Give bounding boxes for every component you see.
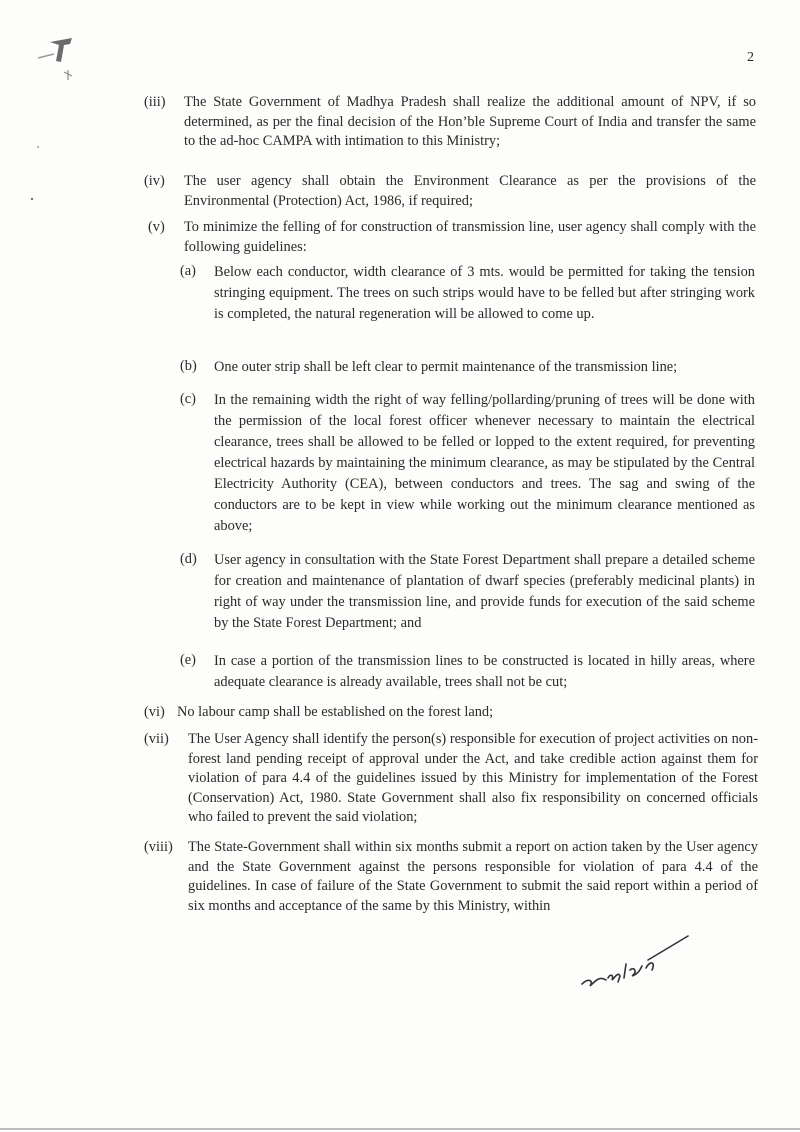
- subclause-letter: (e): [180, 652, 196, 668]
- subclause-letter: (d): [180, 551, 197, 567]
- subclause-text: In the remaining width the right of way felling/pollarding/pruning of trees will be done with the permission of the local forest officer whenever necessary to maintain the electrical clearance, trees shall be allowed to be felled or lopped to the extent required, for preventing electrical hazards by maintaining the minimum clearance, as may be stipulated by the Central Electricity Authority (CEA), between conductors and trees. The sag and swing of the conductors are to be kept in view while working out the minimum clearance mentioned as above;: [214, 392, 755, 534]
- scan-artifact-icon: [28, 28, 88, 88]
- clause-v: [144, 218, 756, 257]
- clause-viii: [144, 838, 758, 916]
- page-bottom-edge: [0, 1128, 800, 1130]
- subclause-letter: (c): [180, 391, 196, 407]
- subclause-text: One outer strip shall be left clear to permit maintenance of the transmission line;: [214, 359, 678, 375]
- clause-number: (iv): [144, 173, 165, 189]
- clause-vii: [144, 730, 758, 828]
- scan-dot-icon: [28, 195, 36, 203]
- subclause-b: [180, 357, 755, 378]
- handwritten-signature: [578, 930, 698, 990]
- subclause-d: [180, 550, 755, 634]
- clause-number: (v): [148, 219, 165, 235]
- page-number: 2: [747, 50, 754, 65]
- clause-text: The User Agency shall identify the person(s) responsible for execution of project activities on non-forest land pending receipt of approval under the Act, and take credible action against them for violation of para 4.4 of the guidelines issued by this Ministry for implementation of the Forest (Conservation) Act, 1980. State Government shall also fix responsibility on concerned officials who failed to prevent the said violation;: [188, 731, 758, 825]
- subclause-letter: (a): [180, 263, 196, 279]
- subclause-e: [180, 651, 755, 693]
- clause-number: (viii): [144, 839, 173, 855]
- clause-text: To minimize the felling of for construction of transmission line, user agency shall comply with the following guidelines:: [184, 219, 756, 255]
- subclause-a: [180, 262, 755, 325]
- subclause-text: In case a portion of the transmission lines to be constructed is located in hilly areas, where adequate clearance is already available, trees shall not be cut;: [214, 653, 755, 690]
- subclause-text: Below each conductor, width clearance of 3 mts. would be permitted for taking the tension stringing equipment. The trees on such strips would have to be felled but after stringing work is completed, the natural regeneration will be allowed to come up.: [214, 264, 755, 322]
- clause-iii: [144, 93, 756, 152]
- clause-number: (vi): [144, 704, 165, 720]
- clause-text: The user agency shall obtain the Environment Clearance as per the provisions of the Environmental (Protection) Act, 1986, if required;: [184, 173, 756, 209]
- subclause-letter: (b): [180, 358, 197, 374]
- clause-text: The State Government of Madhya Pradesh shall realize the additional amount of NPV, if so determined, as per the final decision of the Hon’ble Supreme Court of India and transfer the same to the ad-hoc CAMPA with intimation to this Ministry;: [184, 94, 756, 149]
- clause-number: (iii): [144, 94, 166, 110]
- clause-number: (vii): [144, 731, 169, 747]
- clause-text: The State-Government shall within six months submit a report on action taken by the User agency and the State Government against the persons responsible for violation of para 4.4 of the guidelines. In case of failure of the State Government to submit the said report within a period of six months and acceptance of the same by this Ministry, within: [188, 839, 758, 914]
- clause-iv: [144, 172, 756, 211]
- subclause-text: User agency in consultation with the State Forest Department shall prepare a detailed scheme for creation and maintenance of plantation of dwarf species (preferably medicinal plants) in right of way under the transmission line, and provide funds for execution of the said scheme by the State Forest Department; and: [214, 552, 755, 631]
- scan-dot-icon: [34, 143, 42, 151]
- subclause-c: [180, 390, 755, 537]
- clause-text: No labour camp shall be established on the forest land;: [177, 704, 494, 720]
- clause-vi: [144, 703, 756, 723]
